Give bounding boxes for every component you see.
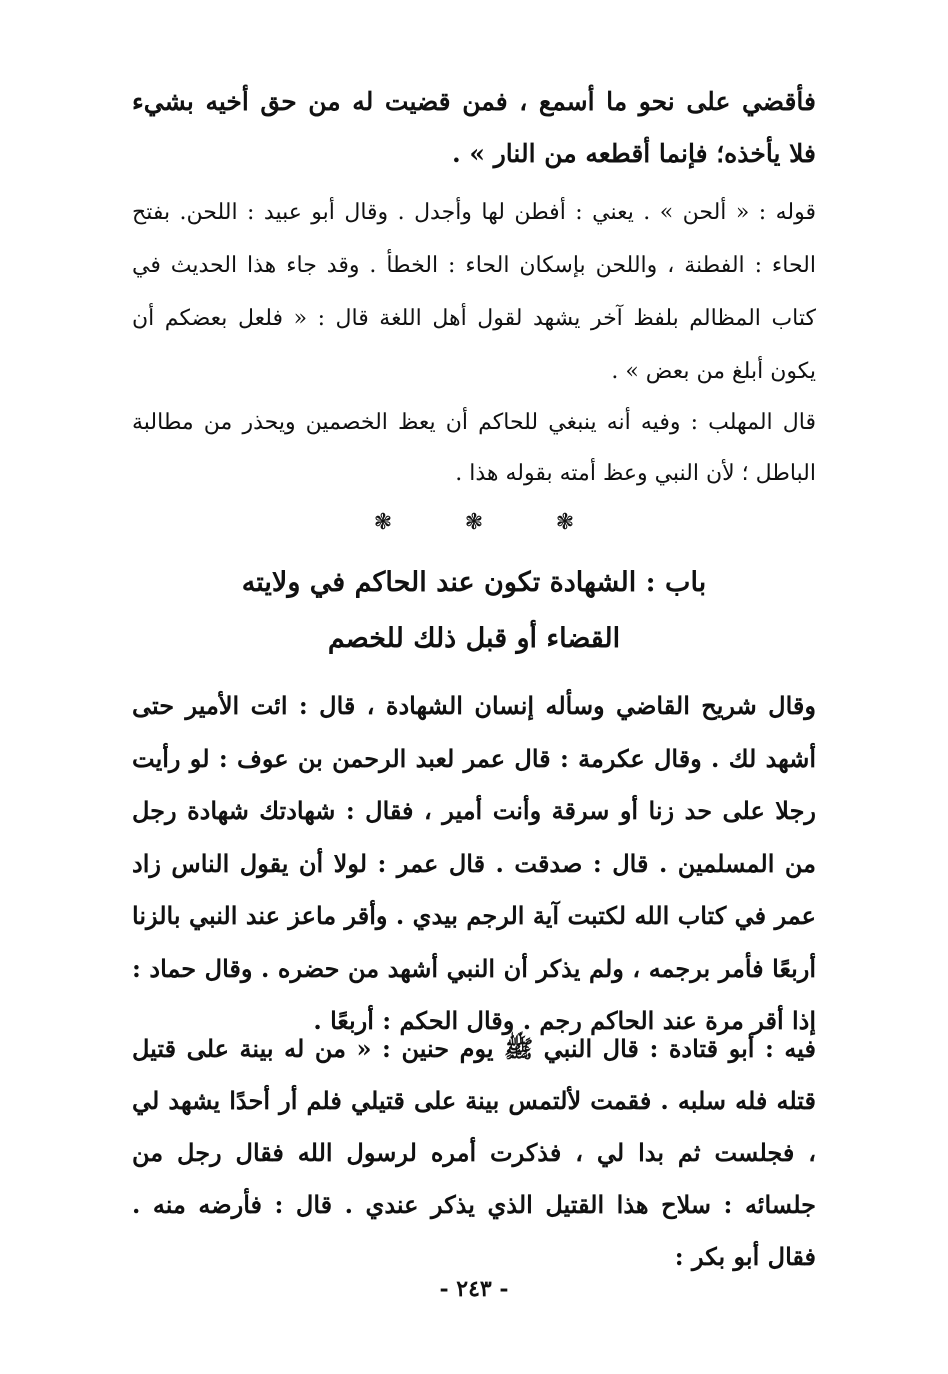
- page-number: - ٢٤٣ -: [439, 1276, 509, 1302]
- paragraph-abu-qatada-hadith: فيه : أبو قتادة : قال النبي ﷺ يوم حنين : « من له بينة على قتيل قتله فله سلبه . فقمت لألتمس بينة على قتيلي فلم أر أحدًا يشهد لي ، فجلست ثم بدا لي ، فذكرت أمره لرسول الله فقال رجل من جلسائه : سلاح هذا القتيل الذي يذكر عندي . قال : فأرضه منه . فقال أبو بكر :: [132, 1034, 816, 1271]
- paragraph-muhallab-note: قال المهلب : وفيه أنه ينبغي للحاكم أن يعظ الخصمين ويحذر من مطالبة الباطل ؛ لأن النبي وعظ أمته بقوله هذا .: [132, 410, 816, 486]
- separator-star-icon: ❃: [373, 510, 393, 535]
- paragraph-hadith-end: فأقضي على نحو ما أسمع ، فمن قضيت له من حق أخيه بشيء فلا يأخذه؛ فإنما أقطعه من النار » .: [132, 87, 816, 168]
- section-separator: [0, 510, 948, 535]
- paragraph-shuraih-narration: وقال شريح القاضي وسأله إنسان الشهادة ، قال : ائت الأمير حتى أشهد لك . وقال عكرمة : قال عمر لعبد الرحمن بن عوف : لو رأيت رجلا على حد زنا أو سرقة وأنت أمير ، فقال : شهادتك شهادة رجل من المسلمين . قال : صدقت . قال عمر : لولا أن يقول الناس زاد عمر في كتاب الله لكتبت آية الرجم بيدي . وأقر ماعز عند النبي بالزنا أربعًا فأمر برجمه ، ولم يذكر أن النبي أشهد من حضره . وقال حماد : إذا أقر مرة عند الحاكم رجم . وقال الحكم : أربعًا .: [132, 691, 816, 1035]
- separator-star-icon: ❃: [464, 510, 484, 535]
- chapter-title-line-2: القضاء أو قبل ذلك للخصم: [327, 623, 621, 654]
- chapter-title-line-1: باب : الشهادة تكون عند الحاكم في ولايته: [241, 567, 707, 598]
- paragraph-commentary-lahn: قوله : « ألحن » . يعني : أفطن لها وأجدل . وقال أبو عبيد : اللحن. بفتح الحاء : الفطنة ، واللحن بإسكان الحاء : الخطأ . وقد جاء هذا الحديث في كتاب المظالم بلفظ آخر يشهد لقول أهل اللغة قال : « فلعل بعضكم أن يكون أبلغ من بعض » .: [132, 200, 816, 384]
- separator-star-icon: ❃: [555, 510, 575, 535]
